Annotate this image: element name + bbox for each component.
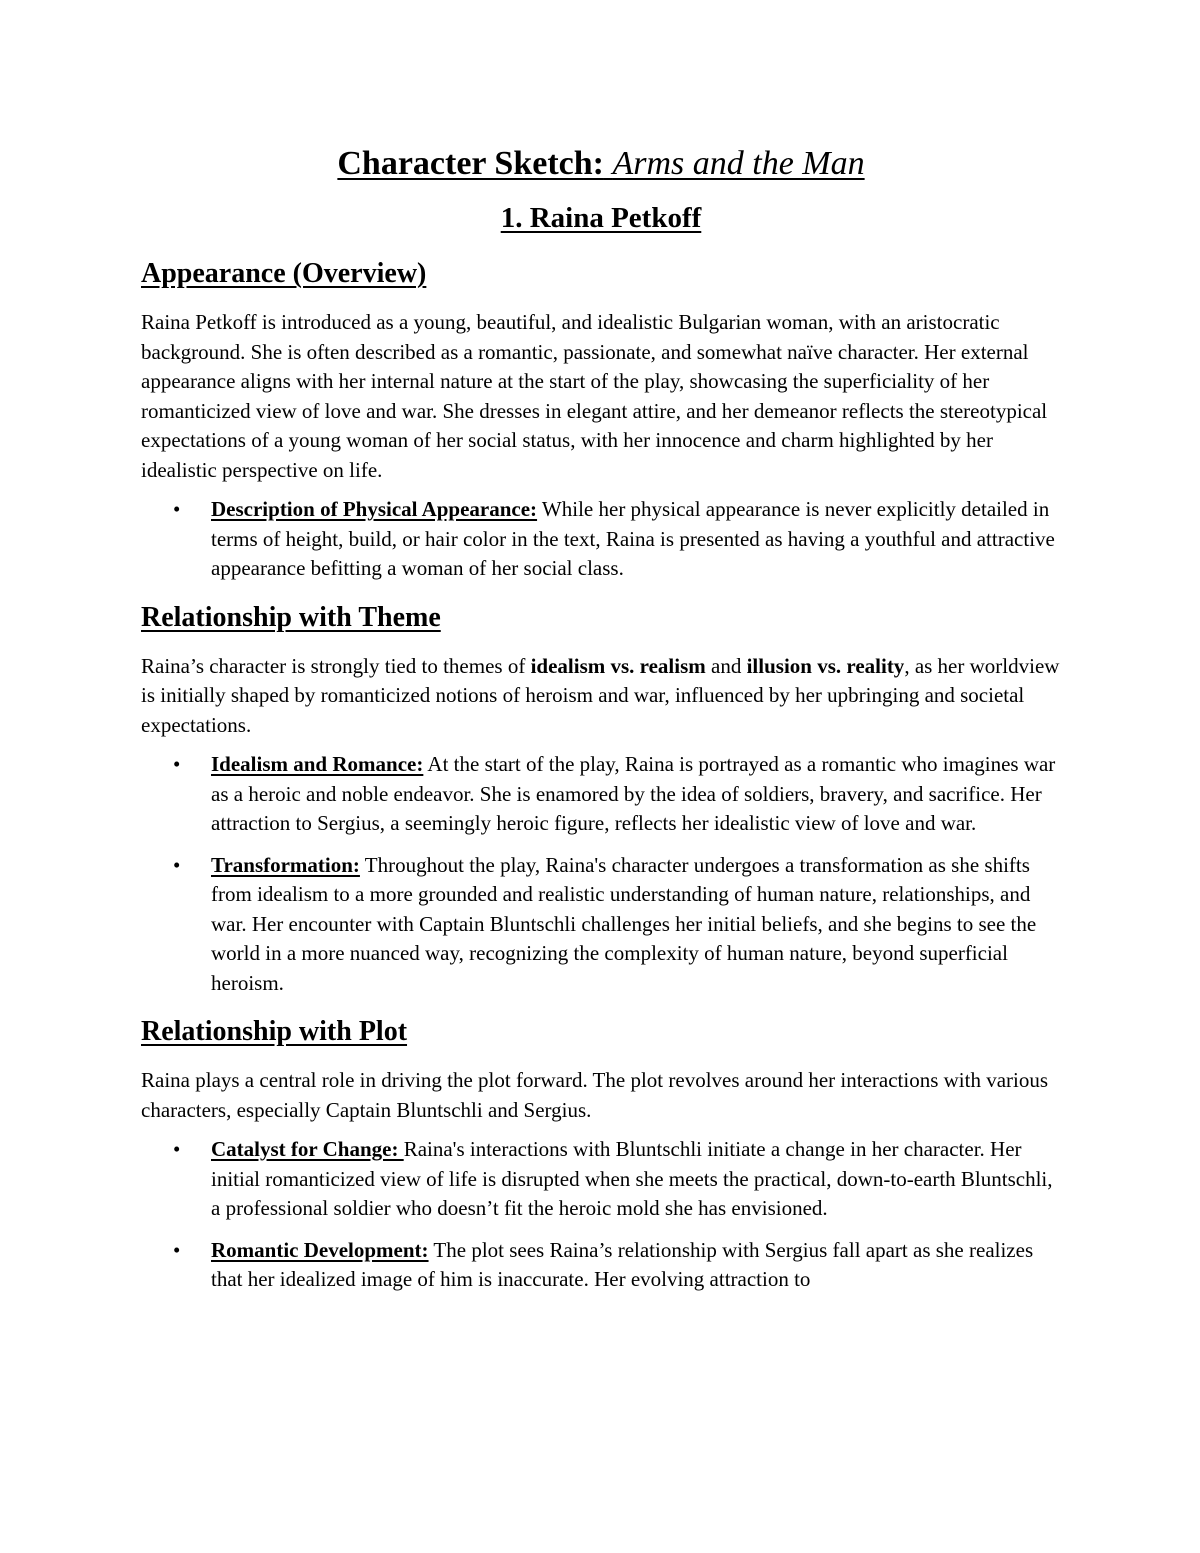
theme-bullet-list (141, 750, 1061, 998)
appearance-paragraph: Raina Petkoff is introduced as a young, beautiful, and idealistic Bulgarian woman, with an aristocratic background. She is often described as a romantic, passionate, and somewhat naïve character. Her external appearance aligns with her internal nature at the start of the play, showcasing the superficiality of her romanticized view of love and war. She dresses in elegant attire, and her demeanor reflects the stereotypical expectations of a young woman of her social status, with her innocence and charm highlighted by her idealistic perspective on life. (141, 310, 1048, 482)
character-heading: 1. Raina Petkoff (500, 202, 702, 234)
section-heading-plot: Relationship with Plot (141, 1016, 408, 1047)
list-item (141, 495, 1061, 584)
bullet-lead: Description of Physical Appearance: (211, 497, 538, 521)
bullet-lead: Transformation: (211, 852, 360, 877)
document-title (141, 140, 1061, 188)
bullet-lead: Romantic Development: (211, 1237, 429, 1262)
bullet-lead: Catalyst for Change: (211, 1137, 404, 1161)
theme-text-2: and (705, 653, 747, 678)
list-item (141, 1135, 1061, 1224)
title-italic: Arms and the Man (612, 145, 865, 182)
section-heading-theme: Relationship with Theme (141, 601, 441, 633)
bullet-text: While her physical appearance is never explicitly detailed in terms of height, build, or hair color in the text, Raina is presented as having a youthful and attractive appearance befitting a woman of her social class. (211, 497, 1055, 580)
section-heading-appearance: Appearance (Overview) (141, 258, 427, 289)
theme-paragraph (141, 652, 1061, 741)
bullet-text: Raina's interactions with Bluntschli initiate a change in her character. Her initial romanticized view of life is disrupted when she meets the practical, down-to-earth Bluntschli, a professional soldier who doesn’t fit the heroic mold she has envisioned. (211, 1137, 1053, 1220)
bullet-icon: • (173, 1237, 181, 1262)
theme-bold-2: illusion vs. reality (746, 653, 905, 678)
bullet-text: The plot sees Raina’s relationship with Sergius fall apart as she realizes that her idealized image of him is inaccurate. Her evolving attraction to (211, 1237, 1034, 1291)
bullet-icon: • (173, 497, 181, 521)
appearance-bullet-list (141, 495, 1061, 584)
plot-paragraph: Raina plays a central role in driving the plot forward. The plot revolves around her interactions with various characters, especially Captain Bluntschli and Sergius. (141, 1068, 1049, 1122)
document-page (141, 140, 1061, 1307)
list-item (141, 851, 1061, 999)
list-item (141, 1236, 1061, 1295)
theme-text-3: , as her worldview is initially shaped by romanticized notions of heroism and war, influenced by her upbringing and societal expectations. (141, 653, 1060, 737)
list-item (141, 750, 1061, 839)
bullet-icon: • (173, 852, 181, 877)
theme-text-1: Raina’s character is strongly tied to themes of (141, 653, 531, 678)
plot-bullet-list (141, 1135, 1061, 1295)
bullet-icon: • (173, 752, 181, 776)
bullet-lead: Idealism and Romance: (211, 752, 424, 776)
title-main: Character Sketch: (337, 145, 604, 182)
bullet-text: Throughout the play, Raina's character undergoes a transformation as she shifts from idealism to a more grounded and realistic understanding of human nature, relationships, and war. Her encounter with Captain Bluntschli challenges her initial beliefs, and she begins to see the world in a more nuanced way, recognizing the complexity of human nature, beyond superficial heroism. (211, 852, 1037, 995)
bullet-text: At the start of the play, Raina is portrayed as a romantic who imagines war as a heroic and noble endeavor. She is enamored by the idea of soldiers, bravery, and sacrifice. Her attraction to Sergius, a seemingly heroic figure, reflects her idealistic view of love and war. (211, 752, 1056, 835)
theme-bold-1: idealism vs. realism (530, 653, 706, 678)
bullet-icon: • (173, 1137, 181, 1161)
